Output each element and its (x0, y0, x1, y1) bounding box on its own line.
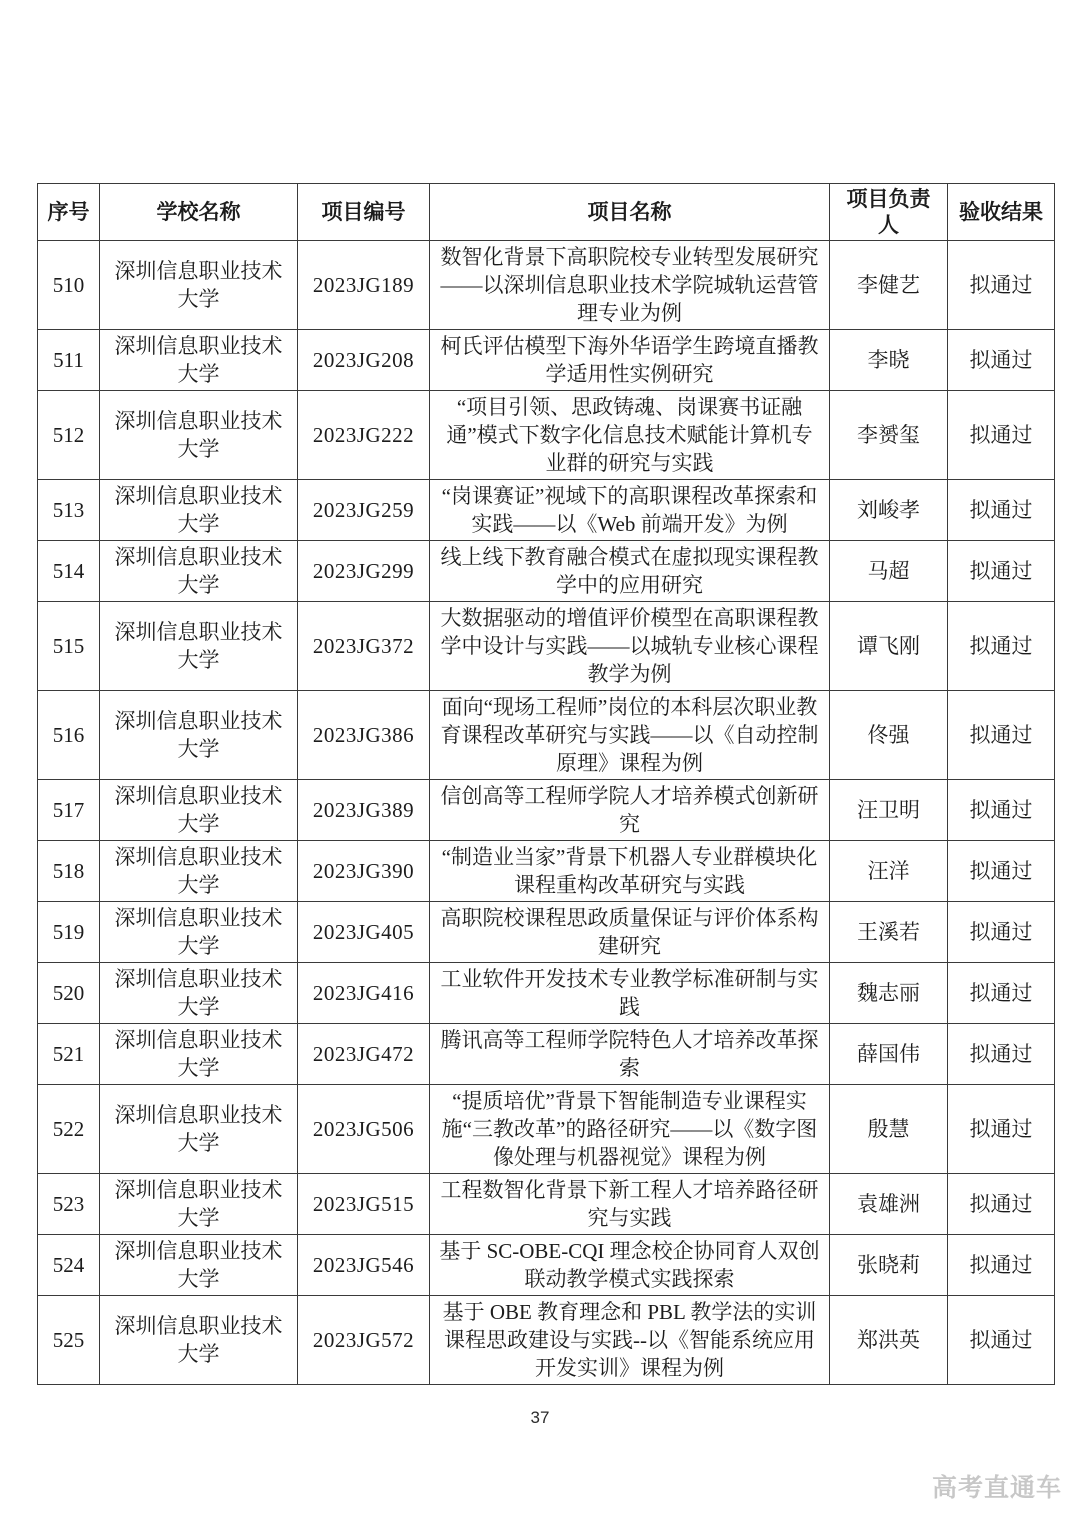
col-header-school-name: 学校名称 (100, 184, 298, 241)
project-title-cell: 工程数智化背景下新工程人才培养路径研究与实践 (430, 1174, 830, 1235)
table-row (38, 841, 1055, 902)
acceptance-result-cell: 拟通过 (948, 1235, 1055, 1296)
school-name-cell: 深圳信息职业技术大学 (100, 330, 298, 391)
table-row (38, 780, 1055, 841)
project-title-cell: 腾讯高等工程师学院特色人才培养改革探索 (430, 1024, 830, 1085)
school-name-cell: 深圳信息职业技术大学 (100, 902, 298, 963)
watermark: 高考直通车 (931, 1474, 1062, 1502)
acceptance-result-cell: 拟通过 (948, 902, 1055, 963)
school-name-cell: 深圳信息职业技术大学 (100, 241, 298, 330)
serial-number-cell: 515 (38, 602, 100, 691)
acceptance-result-cell: 拟通过 (948, 1024, 1055, 1085)
school-name-cell: 深圳信息职业技术大学 (100, 391, 298, 480)
project-leader-cell: 张晓莉 (830, 1235, 948, 1296)
page-number: 37 (530, 1408, 550, 1427)
project-code-cell: 2023JG299 (298, 541, 430, 602)
acceptance-result-cell: 拟通过 (948, 241, 1055, 330)
project-leader-cell: 汪卫明 (830, 780, 948, 841)
project-code-cell: 2023JG386 (298, 691, 430, 780)
acceptance-result-cell: 拟通过 (948, 1085, 1055, 1174)
acceptance-result-cell: 拟通过 (948, 780, 1055, 841)
project-code-cell: 2023JG506 (298, 1085, 430, 1174)
project-code-cell: 2023JG572 (298, 1296, 430, 1385)
project-title-cell: “提质培优”背景下智能制造专业课程实施“三教改革”的路径研究——以《数字图像处理与机器视觉》课程为例 (430, 1085, 830, 1174)
serial-number-cell: 514 (38, 541, 100, 602)
school-name-cell: 深圳信息职业技术大学 (100, 780, 298, 841)
acceptance-result-cell: 拟通过 (948, 391, 1055, 480)
serial-number-cell: 522 (38, 1085, 100, 1174)
school-name-cell: 深圳信息职业技术大学 (100, 963, 298, 1024)
project-code-cell: 2023JG372 (298, 602, 430, 691)
project-title-cell: “制造业当家”背景下机器人专业群模块化课程重构改革研究与实践 (430, 841, 830, 902)
project-title-cell: 线上线下教育融合模式在虚拟现实课程教学中的应用研究 (430, 541, 830, 602)
project-title-cell: 数智化背景下高职院校专业转型发展研究——以深圳信息职业技术学院城轨运营管理专业为例 (430, 241, 830, 330)
school-name-cell: 深圳信息职业技术大学 (100, 602, 298, 691)
project-leader-cell: 李健艺 (830, 241, 948, 330)
project-leader-cell: 汪洋 (830, 841, 948, 902)
project-title-cell: 基于 OBE 教育理念和 PBL 教学法的实训课程思政建设与实践--以《智能系统应用开发实训》课程为例 (430, 1296, 830, 1385)
serial-number-cell: 517 (38, 780, 100, 841)
project-code-cell: 2023JG472 (298, 1024, 430, 1085)
school-name-cell: 深圳信息职业技术大学 (100, 691, 298, 780)
project-title-cell: 基于 SC-OBE-CQI 理念校企协同育人双创联动教学模式实践探索 (430, 1235, 830, 1296)
col-header-project-title: 项目名称 (430, 184, 830, 241)
table-header (38, 184, 1055, 241)
acceptance-result-cell: 拟通过 (948, 541, 1055, 602)
serial-number-cell: 511 (38, 330, 100, 391)
project-title-cell: 工业软件开发技术专业教学标准研制与实践 (430, 963, 830, 1024)
serial-number-cell: 516 (38, 691, 100, 780)
project-code-cell: 2023JG515 (298, 1174, 430, 1235)
school-name-cell: 深圳信息职业技术大学 (100, 1024, 298, 1085)
acceptance-result-cell: 拟通过 (948, 691, 1055, 780)
school-name-cell: 深圳信息职业技术大学 (100, 841, 298, 902)
col-header-serial-number: 序号 (38, 184, 100, 241)
project-leader-cell: 郑洪英 (830, 1296, 948, 1385)
project-leader-cell: 魏志丽 (830, 963, 948, 1024)
acceptance-result-cell: 拟通过 (948, 480, 1055, 541)
table-row (38, 1085, 1055, 1174)
serial-number-cell: 524 (38, 1235, 100, 1296)
serial-number-cell: 513 (38, 480, 100, 541)
table-row (38, 241, 1055, 330)
school-name-cell: 深圳信息职业技术大学 (100, 1174, 298, 1235)
school-name-cell: 深圳信息职业技术大学 (100, 480, 298, 541)
project-title-cell: 高职院校课程思政质量保证与评价体系构建研究 (430, 902, 830, 963)
project-leader-cell: 刘峻孝 (830, 480, 948, 541)
project-code-cell: 2023JG208 (298, 330, 430, 391)
project-code-cell: 2023JG189 (298, 241, 430, 330)
table-row (38, 602, 1055, 691)
project-code-cell: 2023JG390 (298, 841, 430, 902)
project-code-cell: 2023JG259 (298, 480, 430, 541)
project-code-cell: 2023JG405 (298, 902, 430, 963)
project-title-cell: 面向“现场工程师”岗位的本科层次职业教育课程改革研究与实践——以《自动控制原理》课程为例 (430, 691, 830, 780)
table-row (38, 1174, 1055, 1235)
table-row (38, 480, 1055, 541)
acceptance-results-table (37, 183, 1055, 1385)
col-header-acceptance-result: 验收结果 (948, 184, 1055, 241)
project-leader-cell: 李赟玺 (830, 391, 948, 480)
school-name-cell: 深圳信息职业技术大学 (100, 1235, 298, 1296)
table-row (38, 691, 1055, 780)
table-body (38, 241, 1055, 1385)
serial-number-cell: 510 (38, 241, 100, 330)
project-title-cell: “岗课赛证”视域下的高职课程改革探索和实践——以《Web 前端开发》为例 (430, 480, 830, 541)
table-row (38, 541, 1055, 602)
table-row (38, 902, 1055, 963)
acceptance-result-cell: 拟通过 (948, 330, 1055, 391)
serial-number-cell: 523 (38, 1174, 100, 1235)
project-leader-cell: 薛国伟 (830, 1024, 948, 1085)
table-row (38, 330, 1055, 391)
project-leader-cell: 李晓 (830, 330, 948, 391)
project-leader-cell: 袁雄洲 (830, 1174, 948, 1235)
serial-number-cell: 521 (38, 1024, 100, 1085)
table-row (38, 1024, 1055, 1085)
project-code-cell: 2023JG546 (298, 1235, 430, 1296)
project-leader-cell: 殷慧 (830, 1085, 948, 1174)
project-leader-cell: 谭飞刚 (830, 602, 948, 691)
serial-number-cell: 519 (38, 902, 100, 963)
header-row (38, 184, 1055, 241)
project-code-cell: 2023JG416 (298, 963, 430, 1024)
col-header-project-leader: 项目负责人 (830, 184, 948, 241)
serial-number-cell: 518 (38, 841, 100, 902)
acceptance-result-cell: 拟通过 (948, 963, 1055, 1024)
acceptance-result-cell: 拟通过 (948, 841, 1055, 902)
serial-number-cell: 525 (38, 1296, 100, 1385)
project-leader-cell: 马超 (830, 541, 948, 602)
project-code-cell: 2023JG222 (298, 391, 430, 480)
table-row (38, 1296, 1055, 1385)
school-name-cell: 深圳信息职业技术大学 (100, 1296, 298, 1385)
project-title-cell: 柯氏评估模型下海外华语学生跨境直播教学适用性实例研究 (430, 330, 830, 391)
acceptance-result-cell: 拟通过 (948, 1174, 1055, 1235)
project-title-cell: 大数据驱动的增值评价模型在高职课程教学中设计与实践——以城轨专业核心课程教学为例 (430, 602, 830, 691)
school-name-cell: 深圳信息职业技术大学 (100, 1085, 298, 1174)
col-header-project-code: 项目编号 (298, 184, 430, 241)
serial-number-cell: 512 (38, 391, 100, 480)
school-name-cell: 深圳信息职业技术大学 (100, 541, 298, 602)
project-leader-cell: 王溪若 (830, 902, 948, 963)
table-row (38, 1235, 1055, 1296)
acceptance-result-cell: 拟通过 (948, 1296, 1055, 1385)
project-code-cell: 2023JG389 (298, 780, 430, 841)
table-row (38, 391, 1055, 480)
project-title-cell: “项目引领、思政铸魂、岗课赛书证融通”模式下数字化信息技术赋能计算机专业群的研究与实践 (430, 391, 830, 480)
acceptance-result-cell: 拟通过 (948, 602, 1055, 691)
project-title-cell: 信创高等工程师学院人才培养模式创新研究 (430, 780, 830, 841)
table-row (38, 963, 1055, 1024)
project-leader-cell: 佟强 (830, 691, 948, 780)
serial-number-cell: 520 (38, 963, 100, 1024)
